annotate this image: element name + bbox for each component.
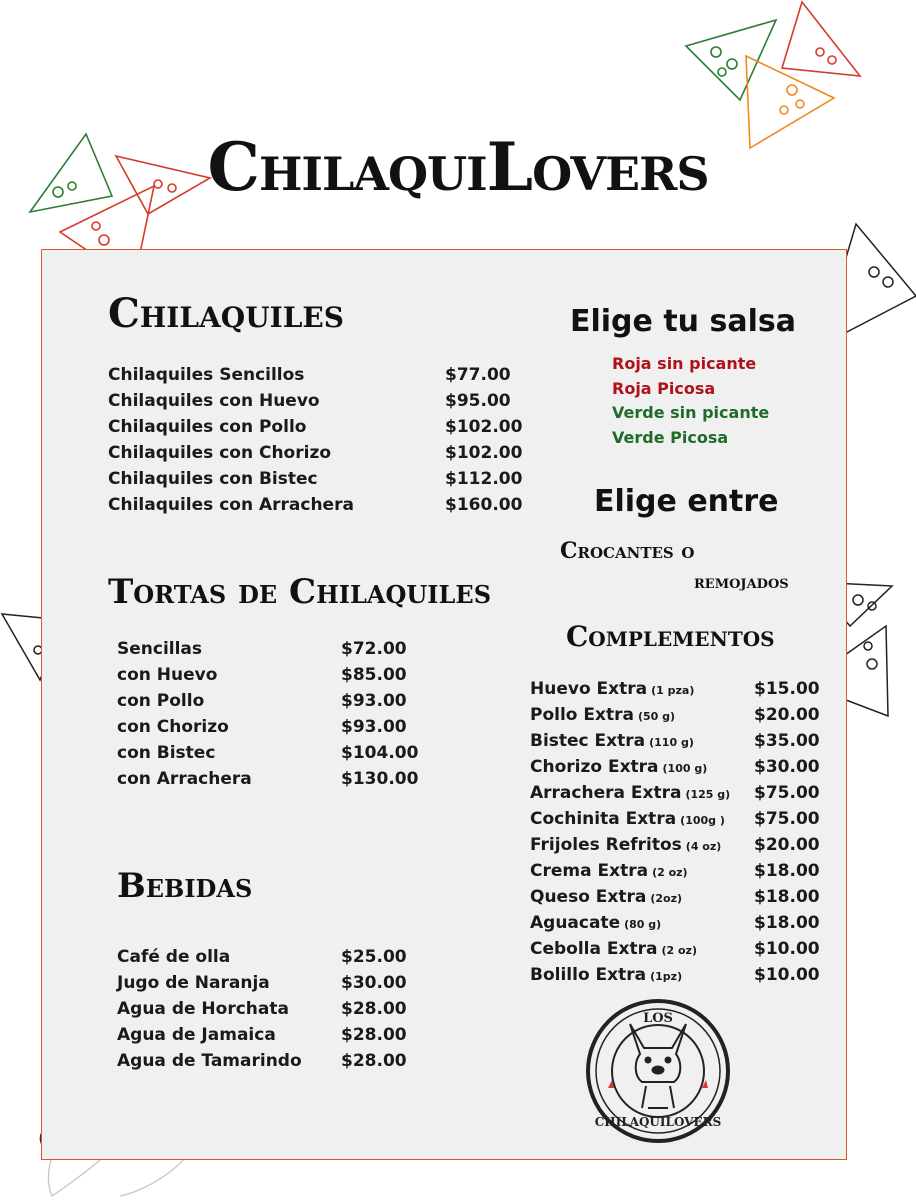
item-qty: (1 pza) bbox=[651, 684, 695, 697]
item-price: $72.00 bbox=[341, 639, 407, 659]
item-price: $130.00 bbox=[341, 769, 419, 789]
item-name: Queso Extra bbox=[530, 887, 647, 907]
logo-top-text: LOS bbox=[643, 1011, 673, 1026]
list-item bbox=[117, 944, 437, 970]
chihuahua-logo bbox=[578, 996, 738, 1146]
list-item bbox=[530, 728, 820, 754]
list-item bbox=[530, 780, 820, 806]
complementos-list bbox=[530, 676, 820, 988]
list-item bbox=[117, 740, 437, 766]
item-price: $93.00 bbox=[341, 691, 407, 711]
list-item bbox=[530, 884, 820, 910]
item-price: $30.00 bbox=[754, 757, 820, 777]
item-name: Chorizo Extra bbox=[530, 757, 659, 777]
item-name: Bistec Extra bbox=[530, 731, 646, 751]
item-price: $93.00 bbox=[341, 717, 407, 737]
list-item bbox=[117, 688, 437, 714]
salsa-option: Roja Picosa bbox=[612, 378, 716, 398]
item-name: Agua de Jamaica bbox=[117, 1025, 276, 1045]
list-item bbox=[530, 910, 820, 936]
option-remojados: remojados bbox=[694, 572, 789, 593]
item-price: $28.00 bbox=[341, 1025, 407, 1045]
bebidas-list bbox=[117, 944, 437, 1074]
item-name: Café de olla bbox=[117, 947, 231, 967]
item-name: con Bistec bbox=[117, 743, 216, 763]
salsa-option: Verde Picosa bbox=[612, 427, 729, 447]
list-item bbox=[108, 466, 528, 492]
item-name: con Chorizo bbox=[117, 717, 229, 737]
salsa-options bbox=[612, 352, 769, 450]
logo-bottom-text: CHILAQUILOVERS bbox=[594, 1115, 722, 1129]
item-qty: (2 oz) bbox=[661, 944, 697, 957]
item-price: $75.00 bbox=[754, 809, 820, 829]
item-qty: (2oz) bbox=[650, 892, 683, 905]
list-item bbox=[530, 754, 820, 780]
list-item bbox=[117, 766, 437, 792]
list-item bbox=[117, 996, 437, 1022]
item-name: con Arrachera bbox=[117, 769, 252, 789]
tortas-list bbox=[117, 636, 437, 792]
item-price: $18.00 bbox=[754, 887, 820, 907]
item-name: Crema Extra bbox=[530, 861, 649, 881]
list-item bbox=[117, 1022, 437, 1048]
list-item bbox=[530, 832, 820, 858]
list-item bbox=[530, 702, 820, 728]
option-crocantes: Crocantes o bbox=[560, 538, 695, 564]
item-price: $102.00 bbox=[445, 443, 523, 463]
chilaquiles-list bbox=[108, 362, 528, 518]
complementos-heading: Complementos bbox=[566, 620, 775, 653]
item-name: Chilaquiles con Pollo bbox=[108, 417, 307, 437]
list-item bbox=[117, 714, 437, 740]
item-name: Cebolla Extra bbox=[530, 939, 658, 959]
list-item bbox=[117, 636, 437, 662]
item-name: Sencillas bbox=[117, 639, 203, 659]
item-price: $20.00 bbox=[754, 835, 820, 855]
salsa-option: Verde sin picante bbox=[612, 403, 770, 422]
item-price: $28.00 bbox=[341, 1051, 407, 1071]
item-qty: (80 g) bbox=[624, 918, 662, 931]
item-price: $10.00 bbox=[754, 965, 820, 985]
item-price: $15.00 bbox=[754, 679, 820, 699]
item-price: $85.00 bbox=[341, 665, 407, 685]
item-qty: (100g ) bbox=[680, 814, 725, 827]
item-price: $75.00 bbox=[754, 783, 820, 803]
list-item bbox=[108, 440, 528, 466]
item-price: $20.00 bbox=[754, 705, 820, 725]
elige-heading: Elige entre bbox=[594, 484, 779, 519]
item-qty: (2 oz) bbox=[652, 866, 688, 879]
item-price: $104.00 bbox=[341, 743, 419, 763]
item-price: $30.00 bbox=[341, 973, 407, 993]
item-price: $28.00 bbox=[341, 999, 407, 1019]
item-price: $95.00 bbox=[445, 391, 511, 411]
item-name: Jugo de Naranja bbox=[117, 973, 270, 993]
item-qty: (4 oz) bbox=[685, 840, 722, 853]
item-name: Cochinita Extra bbox=[530, 809, 677, 829]
item-name: Pollo Extra bbox=[530, 705, 634, 725]
item-price: $77.00 bbox=[445, 365, 511, 385]
list-item bbox=[108, 414, 528, 440]
list-item bbox=[530, 676, 820, 702]
item-name: Agua de Horchata bbox=[117, 999, 289, 1019]
list-item bbox=[117, 662, 437, 688]
item-name: con Huevo bbox=[117, 665, 218, 685]
list-item bbox=[108, 492, 528, 518]
page-title: ChilaquiLovers bbox=[207, 128, 709, 206]
list-item bbox=[117, 1048, 437, 1074]
item-name: Chilaquiles con Bistec bbox=[108, 469, 318, 489]
list-item bbox=[117, 970, 437, 996]
item-name: Agua de Tamarindo bbox=[117, 1051, 302, 1071]
chilaquiles-heading: Chilaquiles bbox=[108, 290, 344, 337]
item-qty: (1pz) bbox=[650, 970, 683, 983]
item-name: Bolillo Extra bbox=[530, 965, 647, 985]
item-name: con Pollo bbox=[117, 691, 205, 711]
item-price: $160.00 bbox=[445, 495, 523, 515]
item-price: $102.00 bbox=[445, 417, 523, 437]
item-qty: (100 g) bbox=[662, 762, 708, 775]
list-item bbox=[530, 962, 820, 988]
item-name: Huevo Extra bbox=[530, 679, 648, 699]
item-name: Aguacate bbox=[530, 913, 621, 933]
item-price: $35.00 bbox=[754, 731, 820, 751]
salsa-option: Roja sin picante bbox=[612, 354, 757, 373]
item-name: Chilaquiles con Chorizo bbox=[108, 443, 332, 463]
item-name: Frijoles Refritos bbox=[530, 835, 682, 855]
item-price: $25.00 bbox=[341, 947, 407, 967]
item-price: $112.00 bbox=[445, 469, 523, 489]
item-name: Chilaquiles Sencillos bbox=[108, 365, 305, 385]
list-item bbox=[530, 858, 820, 884]
item-qty: (125 g) bbox=[685, 788, 731, 801]
list-item bbox=[108, 362, 528, 388]
salsa-heading: Elige tu salsa bbox=[570, 304, 796, 339]
tortas-heading: Tortas de Chilaquiles bbox=[108, 572, 492, 612]
item-name: Arrachera Extra bbox=[530, 783, 682, 803]
item-qty: (110 g) bbox=[649, 736, 694, 749]
bebidas-heading: Bebidas bbox=[117, 866, 253, 906]
item-name: Chilaquiles con Huevo bbox=[108, 391, 320, 411]
item-name: Chilaquiles con Arrachera bbox=[108, 495, 354, 515]
item-price: $10.00 bbox=[754, 939, 820, 959]
item-qty: (50 g) bbox=[637, 710, 676, 723]
item-price: $18.00 bbox=[754, 913, 820, 933]
list-item bbox=[530, 806, 820, 832]
item-price: $18.00 bbox=[754, 861, 820, 881]
list-item bbox=[530, 936, 820, 962]
list-item bbox=[108, 388, 528, 414]
